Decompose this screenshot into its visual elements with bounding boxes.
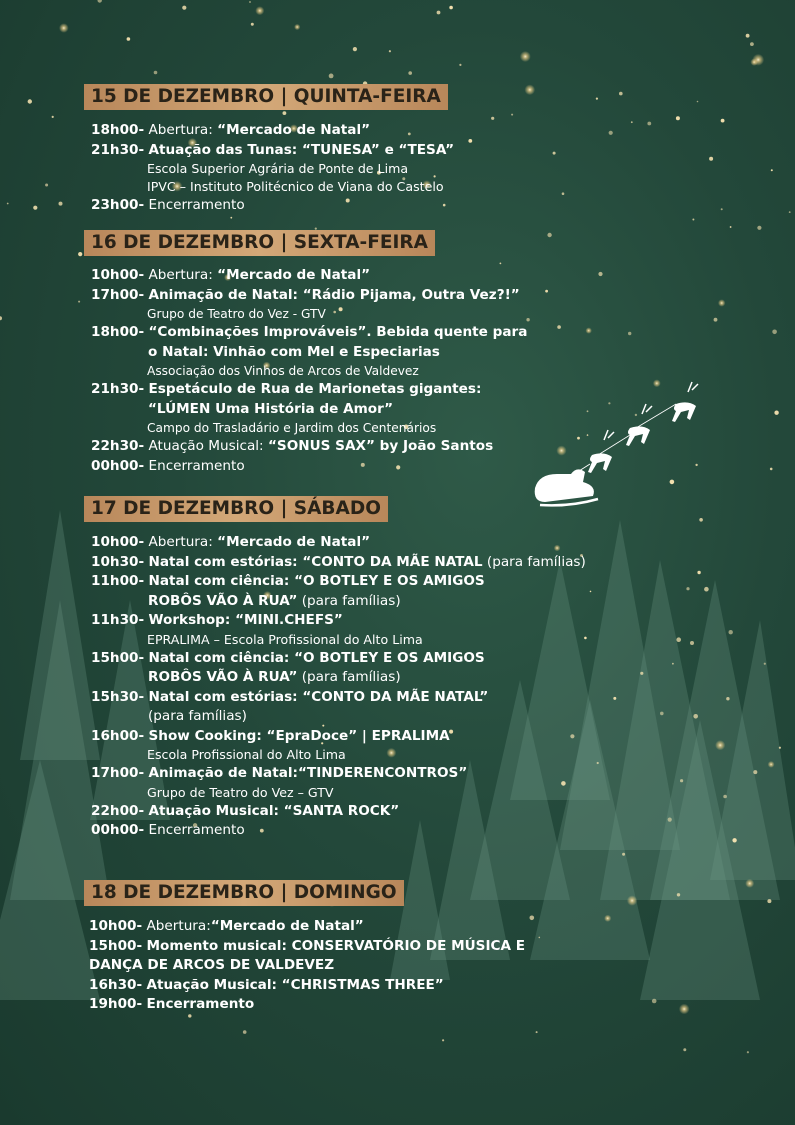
event-row xyxy=(89,937,649,957)
sparkle-light xyxy=(491,117,494,120)
event-row xyxy=(91,141,651,161)
sparkle-light xyxy=(692,219,694,221)
sparkle-light xyxy=(442,1039,444,1041)
event-row xyxy=(91,821,651,841)
event-row xyxy=(91,688,651,708)
event-title-wrapped: DANÇA DE ARCOS DE VALDEVEZ xyxy=(89,957,335,973)
event-label: Encerramento xyxy=(148,822,245,838)
event-row xyxy=(91,457,651,477)
sparkle-light xyxy=(677,893,680,896)
event-title: “Combinações Improváveis”. Bebida quente para xyxy=(148,324,528,340)
sparkle-light xyxy=(500,263,502,265)
events-day-15 xyxy=(91,121,651,216)
event-label: Abertura: xyxy=(146,918,211,934)
sparkle-light xyxy=(389,50,391,52)
sparkle-light xyxy=(437,11,441,15)
sparkle-light xyxy=(78,301,80,303)
sparkle-light xyxy=(511,114,513,116)
event-row xyxy=(91,323,651,343)
event-time: 00h00- xyxy=(91,457,145,474)
event-label: Abertura: xyxy=(148,122,213,138)
sparkle-light xyxy=(676,116,680,120)
sparkle-light xyxy=(353,47,357,51)
sparkle-light xyxy=(726,697,729,700)
event-time: 22h30- xyxy=(91,438,145,454)
sparkle-light xyxy=(28,99,32,103)
sparkle-light xyxy=(715,740,725,750)
sparkle-light xyxy=(670,480,675,485)
event-row xyxy=(91,380,651,400)
sparkle-light xyxy=(757,226,761,230)
event-title: Encerramento xyxy=(146,996,255,1012)
sparkle-light xyxy=(52,116,54,118)
sparkle-light xyxy=(695,464,697,466)
sparkle-light xyxy=(771,169,773,171)
event-label: Encerramento xyxy=(148,457,245,474)
event-time: 17h00- xyxy=(91,286,145,303)
events-day-17 xyxy=(91,533,651,841)
sparkle-light xyxy=(33,206,37,210)
event-time: 23h00- xyxy=(91,197,145,213)
sparkle-light xyxy=(619,92,623,96)
event-title: Momento musical: CONSERVATÓRIO DE MÚSICA E xyxy=(146,937,526,954)
sparkle-light xyxy=(789,211,791,213)
day-header-18: 18 DE DEZEMBRO | DOMINGO xyxy=(84,880,404,906)
event-title-part: ROBÔS VÃO À RUA” xyxy=(148,592,298,609)
sparkle-light xyxy=(0,316,2,320)
event-title-part: ROBÔS VÃO À RUA” xyxy=(148,669,298,685)
sparkle-light xyxy=(59,202,63,206)
event-time: 17h00- xyxy=(91,765,145,781)
sparkle-light xyxy=(547,233,551,237)
event-title-continued xyxy=(91,668,651,688)
event-title: “Mercado de Natal” xyxy=(217,534,371,550)
event-row xyxy=(91,764,651,784)
sparkle-light xyxy=(723,795,727,799)
sparkle-light xyxy=(536,1031,538,1033)
sparkle-light xyxy=(764,663,766,665)
event-title: “SONUS SAX” by João Santos xyxy=(267,438,494,454)
sparkle-light xyxy=(98,0,102,3)
event-label: Atuação Musical: xyxy=(148,438,264,454)
event-row xyxy=(91,533,651,553)
sparkle-light xyxy=(329,74,334,79)
event-title: Workshop: “MINI.CHEFS” xyxy=(148,612,343,628)
sparkle-light xyxy=(45,184,48,187)
event-row xyxy=(91,266,651,286)
event-time: 19h00- xyxy=(89,996,143,1012)
event-row xyxy=(91,437,651,457)
event-title: Espetáculo de Rua de Marionetas gigantes: xyxy=(148,381,482,397)
sparkle-light xyxy=(697,571,700,574)
sparkle-light xyxy=(525,85,536,96)
sparkle-light xyxy=(449,6,453,10)
event-organizer: Grupo de Teatro do Vez – GTV xyxy=(147,784,334,800)
event-organizer: Associação dos Vinhos de Arcos de Valdevez xyxy=(147,364,419,378)
event-time: 15h30- xyxy=(91,688,145,705)
event-organizer: EPRALIMA – Escola Profissional do Alto Lima xyxy=(147,631,423,647)
event-note: (para famílias) xyxy=(482,553,586,570)
event-title: “Mercado de Natal” xyxy=(210,918,364,934)
event-row xyxy=(91,196,651,216)
sparkle-light xyxy=(230,217,232,219)
sparkle-light xyxy=(249,1,251,3)
day-header-15: 15 DE DEZEMBRO | QUINTA-FEIRA xyxy=(84,84,448,110)
events-day-18 xyxy=(89,917,649,1015)
sparkle-light xyxy=(182,6,186,10)
day-header-17: 17 DE DEZEMBRO | SÁBADO xyxy=(84,496,388,522)
sparkle-light xyxy=(7,203,9,205)
event-note-line: (para famílias) xyxy=(148,708,247,724)
event-time: 10h30- xyxy=(91,553,145,570)
event-row xyxy=(91,649,651,669)
sparkle-light xyxy=(772,330,777,335)
event-label: Abertura: xyxy=(148,534,213,550)
sparkle-light xyxy=(730,226,732,228)
sparkle-light xyxy=(746,34,750,38)
sparkle-light xyxy=(718,299,725,306)
event-title-continued: “LÚMEN Uma História de Amor” xyxy=(148,400,394,417)
event-time: 00h00- xyxy=(91,822,145,838)
sparkle-light xyxy=(154,71,158,75)
sparkle-light xyxy=(714,318,718,322)
event-title: Natal com ciência: “O BOTLEY E OS AMIGOS xyxy=(148,649,485,666)
event-row xyxy=(89,917,649,937)
sparkle-light xyxy=(774,411,778,415)
sparkle-light xyxy=(294,24,300,30)
sparkle-light xyxy=(653,379,661,387)
sparkle-light xyxy=(752,54,764,66)
event-row xyxy=(91,286,651,306)
sparkle-light xyxy=(251,23,254,26)
event-time: 11h30- xyxy=(91,612,145,628)
event-time: 21h30- xyxy=(91,141,145,158)
sparkle-light xyxy=(745,879,754,888)
sparkle-light xyxy=(767,899,771,903)
sparkle-light xyxy=(660,712,664,716)
sparkle-light xyxy=(255,6,264,15)
event-organizer: Grupo de Teatro do Vez - GTV xyxy=(147,307,326,321)
sparkle-light xyxy=(750,42,754,46)
event-label: Abertura: xyxy=(148,267,213,283)
sparkle-light xyxy=(680,779,683,782)
sparkle-light xyxy=(683,1048,686,1051)
event-row xyxy=(91,802,651,822)
event-note: (para famílias) xyxy=(297,592,401,609)
sparkle-light xyxy=(704,587,709,592)
sparkle-light xyxy=(672,663,674,665)
event-title: Show Cooking: “EpraDoce” | EPRALIMA xyxy=(148,727,450,744)
event-title: Natal com estórias: “CONTO DA MÃE NATAL” xyxy=(148,688,489,705)
event-time: 11h00- xyxy=(91,573,145,589)
sparkle-light xyxy=(520,51,531,62)
event-row xyxy=(89,995,649,1015)
sparkle-light xyxy=(188,1014,191,1017)
sparkle-light xyxy=(679,1004,690,1015)
sparkle-light xyxy=(721,208,723,210)
event-note: (para famílias) xyxy=(297,669,401,685)
event-title: Natal com ciência: “O BOTLEY E OS AMIGOS xyxy=(148,573,485,589)
event-organizer: Campo do Trasladário e Jardim dos Centenários xyxy=(147,421,437,435)
event-title-continued: o Natal: Vinhão com Mel e Especiarias xyxy=(148,343,440,360)
sparkle-light xyxy=(59,23,69,33)
sparkle-light xyxy=(627,895,637,905)
sparkle-light xyxy=(753,770,757,774)
sparkle-light xyxy=(690,641,694,645)
event-time: 10h00- xyxy=(91,267,145,283)
event-time: 16h30- xyxy=(89,976,143,993)
sparkle-light xyxy=(732,838,736,842)
event-time: 21h30- xyxy=(91,381,145,397)
event-organizer: Escola Superior Agrária de Ponte de Lima xyxy=(147,161,409,176)
sparkle-light xyxy=(709,157,713,161)
sparkle-light xyxy=(699,518,703,522)
event-title: Natal com estórias: “CONTO DA MÃE NATAL xyxy=(148,553,483,570)
sparkle-light xyxy=(78,252,82,256)
event-time: 18h00- xyxy=(91,122,145,138)
event-row xyxy=(91,727,651,747)
sparkle-light xyxy=(243,1030,247,1034)
event-title: Animação de Natal: “Rádio Pijama, Outra Vez?!” xyxy=(148,286,520,303)
event-row xyxy=(91,572,651,592)
sparkle-light xyxy=(596,98,598,100)
sparkle-light xyxy=(622,853,625,856)
event-row xyxy=(91,553,651,573)
sparkle-light xyxy=(721,119,725,123)
sparkle-light xyxy=(729,630,733,634)
event-time: 10h00- xyxy=(89,918,143,934)
sparkle-light xyxy=(459,64,461,66)
event-title: Atuação Musical: “SANTA ROCK” xyxy=(148,802,400,819)
sparkle-light xyxy=(697,101,699,103)
event-time: 22h00- xyxy=(91,802,145,819)
event-time: 18h00- xyxy=(91,324,145,340)
events-day-16 xyxy=(91,266,651,476)
event-row xyxy=(89,976,649,996)
sparkle-light xyxy=(779,747,781,749)
sparkle-light xyxy=(652,999,657,1004)
event-title-continued xyxy=(91,592,651,612)
event-title: Animação de Natal:“TINDERENCONTROS” xyxy=(148,765,468,781)
event-time: 10h00- xyxy=(91,534,145,550)
event-time: 15h00- xyxy=(89,937,143,954)
sparkle-light xyxy=(668,818,672,822)
event-title: “Mercado de Natal” xyxy=(217,267,371,283)
sparkle-light xyxy=(676,637,681,642)
event-row xyxy=(91,121,651,141)
event-title: Atuação Musical: “CHRISTMAS THREE” xyxy=(146,976,444,993)
event-title: Atuação das Tunas: “TUNESA” e “TESA” xyxy=(148,141,455,158)
sparkle-light xyxy=(127,37,131,41)
event-organizer: IPVC – Instituto Politécnico de Viana do Castelo xyxy=(147,179,444,194)
event-label: Encerramento xyxy=(148,197,245,213)
event-organizer: Escola Profissional do Alto Lima xyxy=(147,747,346,762)
event-time: 15h00- xyxy=(91,649,145,666)
sparkle-light xyxy=(768,761,775,768)
event-row xyxy=(91,611,651,631)
sparkle-light xyxy=(686,587,689,590)
sparkle-light xyxy=(283,111,287,115)
day-header-16: 16 DE DEZEMBRO | SEXTA-FEIRA xyxy=(84,230,435,256)
sparkle-light xyxy=(747,1051,749,1053)
sparkle-light xyxy=(408,71,412,75)
event-time: 16h00- xyxy=(91,727,145,744)
event-title: “Mercado de Natal” xyxy=(217,122,371,138)
sparkle-light xyxy=(693,714,698,719)
sparkle-light xyxy=(770,468,773,471)
